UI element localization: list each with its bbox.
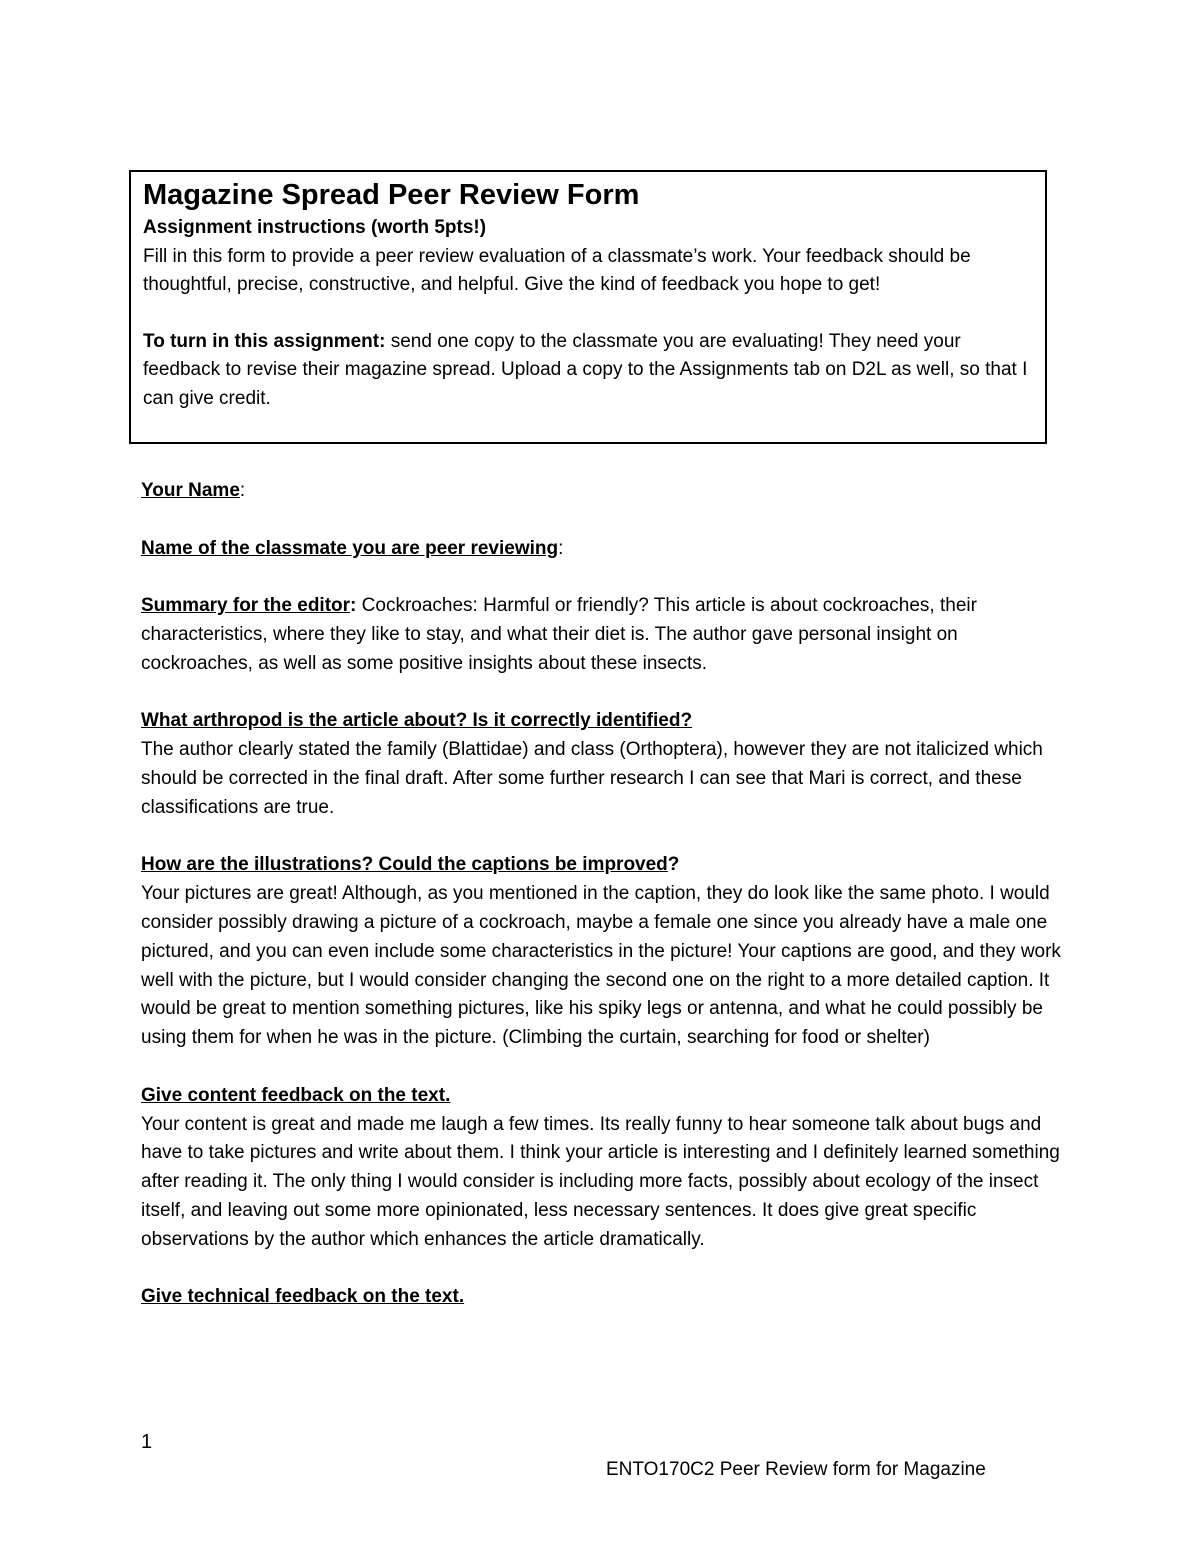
spacer [141, 563, 1061, 592]
turn-in-body: send one copy to the classmate you are evaluating! They need your feedback to revise their magazine spread. Upload a copy to the Assignments tab on D2L as well, so that I can give credit. [143, 330, 1028, 409]
summary-text: Cockroaches: Harmful or friendly? This article is about cockroaches, their characteristics, where they like to stay, and what their diet is. The author gave personal insight on cockroaches, as well as some positive insights about these insects. [141, 595, 977, 674]
section-label: What arthropod is the article about? Is it correctly identified? [141, 710, 693, 732]
section-content-body: Your content is great and made me laugh a few times. Its really funny to hear someone talk about bugs and have to take pictures and write about them. I think your article is interesting and I definitely learned something after reading it. The only thing I would consider is including more facts, possibly about ecology of the insect itself, and leaving out some more opinionated, less necessary sentences. It does give great specific observations by the author which enhances the article dramatically. [141, 1113, 1060, 1250]
section-label: How are the illustrations? Could the captions be improved [141, 854, 668, 876]
spacer [141, 1053, 1061, 1082]
classmate-name-label: Name of the classmate you are peer reviewing [141, 537, 559, 559]
classmate-name-colon: : [558, 537, 564, 559]
summary-colon: : [350, 595, 357, 617]
form-content [141, 477, 1061, 1312]
section-arthropod-body: The author clearly stated the family (Blattidae) and class (Orthoptera), however they are not italicized which should be corrected in the final draft. After some further research I can see that Mari is correct, and these classifications are true. [141, 739, 1043, 818]
turn-in-label: To turn in this assignment: [143, 330, 386, 352]
section-content-heading [141, 1082, 1061, 1111]
instructions-heading: Assignment instructions (worth 5pts!) [143, 217, 487, 238]
your-name-colon: : [239, 480, 246, 501]
section-technical-heading [141, 1283, 1061, 1312]
form-title: Magazine Spread Peer Review Form [143, 179, 640, 211]
instructions-box [129, 170, 1047, 444]
classmate-name-field [141, 535, 1061, 564]
your-name-field [141, 477, 1061, 506]
page-number: 1 [141, 1431, 153, 1453]
section-illustrations-body: Your pictures are great! Although, as you mentioned in the caption, they do look like the same photo. I would consider possibly drawing a picture of a cockroach, maybe a female one since you already have a male one pictured, and you can even include some characteristics in the picture! Your captions are good, and they work well with the picture, but I would consider changing the second one on the right to a more detailed caption. It would be great to mention something pictures, like his spiky legs or antenna, and what he could possibly be using them for when he was in the picture. (Climbing the curtain, searching for food or shelter) [141, 883, 1061, 1049]
section-arthropod-heading [141, 707, 1061, 736]
summary-field [141, 592, 1061, 678]
instructions-body: Fill in this form to provide a peer review evaluation of a classmate’s work. Your feedback should be thoughtful, precise, constructive, and helpful. Give the kind of feedback you hope to get! [143, 245, 971, 296]
spacer [141, 1255, 1061, 1284]
section-label: Give technical feedback on the text. [141, 1286, 465, 1308]
your-name-label: Your Name [141, 480, 240, 501]
spacer [141, 679, 1061, 708]
footer-label: ENTO170C2 Peer Review form for Magazine [606, 1459, 986, 1480]
turn-in-paragraph [143, 328, 1033, 414]
spacer [141, 823, 1061, 852]
section-suffix: ? [667, 854, 680, 876]
section-illustrations-heading [141, 851, 1061, 880]
spacer [141, 506, 1061, 535]
spacer [143, 300, 1033, 328]
section-label: Give content feedback on the text. [141, 1084, 451, 1106]
summary-label: Summary for the editor [141, 595, 351, 617]
